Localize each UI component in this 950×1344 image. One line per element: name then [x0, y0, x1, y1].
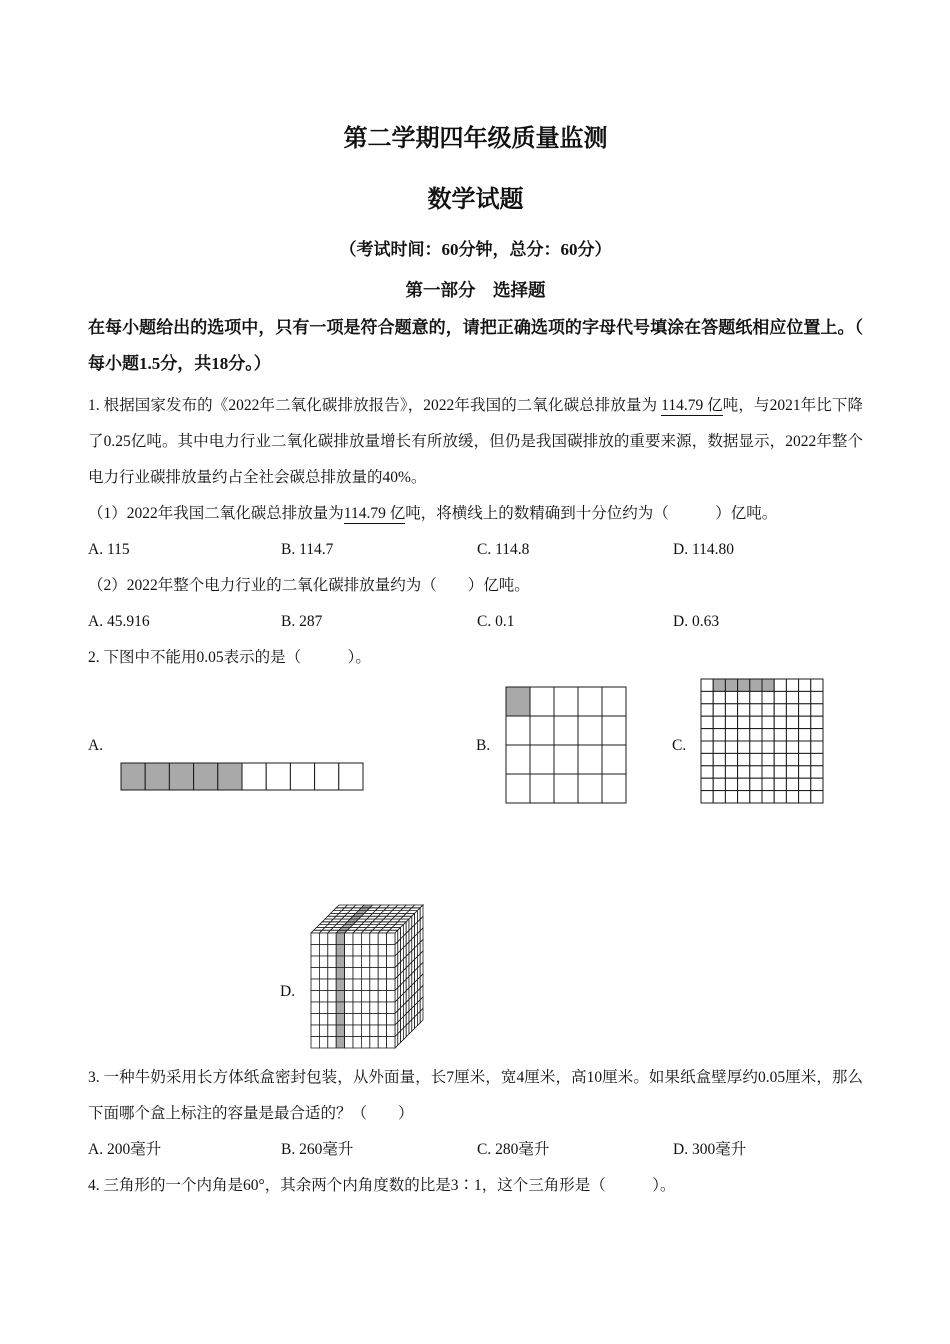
question-3-options: [88, 1132, 863, 1168]
q1-underlined-value: 114.79 亿: [661, 397, 723, 414]
figure-a-label: A.: [88, 737, 104, 754]
option-c: C. 280毫升: [477, 1141, 550, 1158]
section-title: 第一部分 选择题: [405, 280, 546, 300]
figure-a-strip-grid: [120, 762, 364, 791]
question-2-figures: [88, 678, 863, 1050]
figure-d-label: D.: [280, 983, 296, 1000]
option-b: B. 260毫升: [281, 1141, 354, 1158]
option-a: A. 115: [88, 541, 130, 558]
q1-text-before: 1. 根据国家发布的《2022年二氧化碳排放报告》，2022年我国的二氧化碳总排放量为: [88, 397, 662, 414]
q1-text-after: 吨，与2021年比下降了0.25亿吨。其中电力行业二氧化碳排放量增长有所放缓，但仍是我国碳排放的重要来源，数据显示，2022年整个电力行业碳排放量约占全社会碳总排放量的40%。: [88, 397, 863, 486]
q1-1-text-before: （1）2022年我国二氧化碳总排放量为: [88, 505, 344, 522]
figure-b-label: B.: [476, 737, 491, 754]
question-3-stem: 3. 一种牛奶采用长方体纸盒密封包装，从外面量，长7厘米，宽4厘米，高10厘米。如果纸盒壁厚约0.05厘米，那么下面哪个盒上标注的容量是最合适的？（ ）: [88, 1069, 863, 1122]
option-b: B. 287: [281, 613, 323, 630]
question-1-2-options: [88, 604, 863, 640]
q1-1-underlined-value: 114.79 亿: [343, 505, 406, 522]
document-subtitle: 数学试题: [427, 187, 524, 213]
figure-b-grid: [505, 686, 627, 804]
document-title: 第二学期四年级质量监测: [343, 126, 608, 152]
question-1-2-stem: （2）2022年整个电力行业的二氧化碳排放量约为（ ）亿吨。: [88, 577, 530, 594]
question-1-1-options: [88, 532, 863, 568]
question-1-1-stem: [88, 496, 863, 532]
option-c: C. 0.1: [477, 613, 515, 630]
question-1-stem: [88, 388, 863, 496]
option-a: A. 45.916: [88, 613, 150, 630]
option-b: B. 114.7: [281, 541, 334, 558]
figure-c-label: C.: [672, 737, 687, 754]
section-instructions: 在每小题给出的选项中，只有一项是符合题意的，请把正确选项的字母代号填涂在答题纸相应位置上。（ 每小题1.5分，共18分。）: [88, 318, 863, 373]
figure-c-grid: [700, 678, 824, 804]
exam-info-line: （考试时间：60分钟，总分：60分）: [339, 240, 612, 259]
question-4-stem: 4. 三角形的一个内角是60°，其余两个内角度数的比是3∶1，这个三角形是（ ）。: [88, 1177, 676, 1194]
option-c: C. 114.8: [477, 541, 530, 558]
option-d: D. 114.80: [673, 541, 734, 558]
q1-1-text-after: 吨，将横线上的数精确到十分位约为（ ）亿吨。: [405, 505, 778, 522]
question-2-stem: 2. 下图中不能用0.05表示的是（ ）。: [88, 649, 371, 666]
option-d: D. 0.63: [673, 613, 720, 630]
option-a: A. 200毫升: [88, 1141, 162, 1158]
figure-d-cube: [310, 904, 424, 1049]
option-d: D. 300毫升: [673, 1141, 747, 1158]
